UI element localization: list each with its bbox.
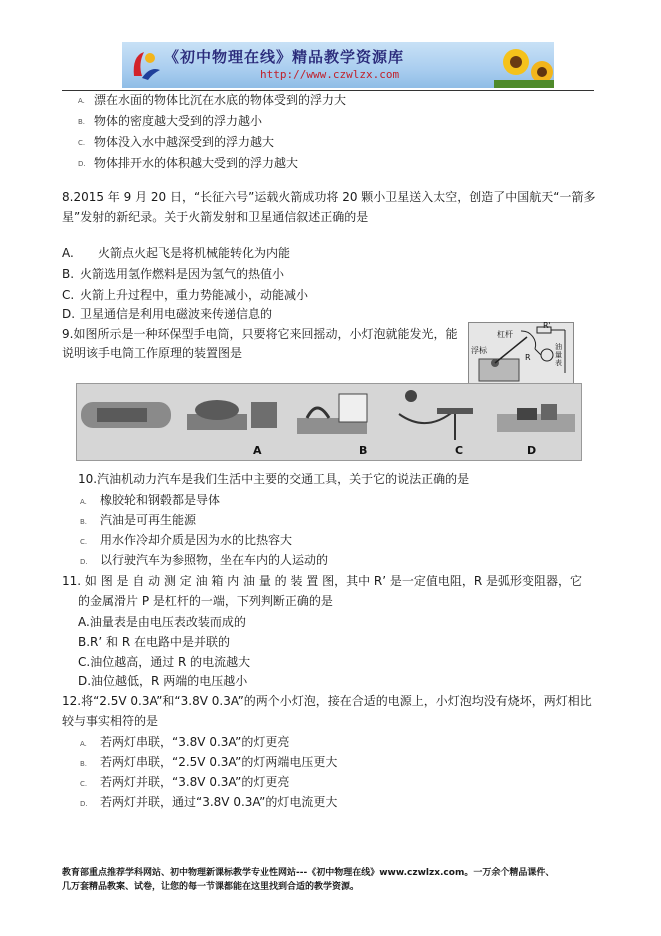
page-footer bbox=[62, 866, 602, 894]
q12-stem: 12.将“2.5V 0.3A”和“3.8V 0.3A”的两个小灯泡，接在合适的电源上，小灯泡均没有烧坏，两灯相比 bbox=[62, 694, 592, 708]
q10-stem: 10.汽油机动力汽车是我们生活中主要的交通工具，关于它的说法正确的是 bbox=[78, 472, 470, 486]
q10-option-letter: D. bbox=[80, 558, 88, 566]
q11-option: B.R’ 和 R 在电路中是并联的 bbox=[78, 635, 230, 649]
q7-option-letter: B. bbox=[78, 118, 86, 126]
q10-option-letter: C. bbox=[80, 538, 88, 546]
q11-option: A.油量表是由电压表改装而成的 bbox=[78, 615, 246, 629]
banner-url: http://www.czwlzx.com bbox=[260, 68, 400, 81]
site-logo-icon bbox=[128, 46, 162, 84]
q10-option-letter: B. bbox=[80, 518, 88, 526]
oil-gauge-circuit-figure bbox=[468, 322, 574, 386]
q11-option: C.油位越高，通过 R 的电流越大 bbox=[78, 655, 251, 669]
q9-figure-label-d: D bbox=[527, 444, 537, 457]
q9-figure-label-c: C bbox=[455, 444, 464, 457]
q10-option-text: 用水作冷却介质是因为水的比热容大 bbox=[100, 533, 293, 547]
inset-label-float: 浮标 bbox=[471, 346, 487, 355]
footer-line: 几万套精品教案、试卷，让您的每一节课都能在这里找到合适的教学资源。 bbox=[62, 882, 360, 892]
q8-stem: 星”发射的新纪录。关于火箭发射和卫星通信叙述正确的是 bbox=[62, 210, 369, 224]
q12-option-letter: D. bbox=[80, 800, 88, 808]
q8-option-text: 卫星通信是利用电磁波来传递信息的 bbox=[80, 307, 273, 321]
q12-option-text: 若两灯串联，“2.5V 0.3A”的灯两端电压更大 bbox=[100, 755, 338, 769]
q10-option-letter: A. bbox=[80, 498, 87, 506]
q9-apparatus-icon bbox=[77, 384, 581, 460]
q12-option-text: 若两灯并联，通过“3.8V 0.3A”的灯电流更大 bbox=[100, 795, 338, 809]
q10-option-text: 汽油是可再生能源 bbox=[100, 513, 197, 527]
footer-line: 教育部重点推荐学科网站、初中物理新课标教学专业性网站---《初中物理在线》www.czwlzx.com。一万余个精品课件、 bbox=[62, 868, 555, 878]
q11-stem: 的金属滑片 P 是杠杆的一端，下列判断正确的是 bbox=[78, 594, 333, 608]
inset-label-r: R bbox=[525, 353, 531, 362]
banner-title: 《初中物理在线》精品教学资源库 bbox=[164, 48, 405, 66]
q7-option-text: 物体排开水的体积越大受到的浮力越大 bbox=[94, 156, 299, 170]
q12-option-text: 若两灯串联，“3.8V 0.3A”的灯更亮 bbox=[100, 735, 290, 749]
q7-option-letter: D. bbox=[78, 160, 86, 168]
q12-option-letter: A. bbox=[80, 740, 87, 748]
header-banner bbox=[122, 42, 554, 88]
inset-label-lever: 杠杆 bbox=[497, 330, 513, 339]
q7-option-letter: A. bbox=[78, 97, 85, 105]
q8-option-letter: A. bbox=[62, 246, 74, 260]
header-rule bbox=[62, 90, 594, 91]
q7-option-text: 物体的密度越大受到的浮力越小 bbox=[94, 114, 263, 128]
q12-option-letter: B. bbox=[80, 760, 88, 768]
q11-option: D.油位越低，R 两端的电压越小 bbox=[78, 674, 248, 688]
q8-option-letter: B. bbox=[62, 267, 75, 281]
q12-stem: 较与事实相符的是 bbox=[62, 714, 159, 728]
q9-apparatus-figure bbox=[76, 383, 582, 461]
inset-label-rprime: R' bbox=[543, 321, 551, 330]
q8-option-letter: D. bbox=[62, 307, 76, 321]
q8-option-letter: C. bbox=[62, 288, 75, 302]
q10-option-text: 橡胶轮和钢毂都是导体 bbox=[100, 493, 221, 507]
q7-option-letter: C. bbox=[78, 139, 86, 147]
inset-label-gauge: 油量表 bbox=[555, 343, 562, 367]
q9-stem: 说明该手电筒工作原理的装置图是 bbox=[62, 346, 243, 360]
q8-option-text: 火箭点火起飞是将机械能转化为内能 bbox=[98, 246, 291, 260]
q9-figure-label-a: A bbox=[253, 444, 262, 457]
q9-stem: 9.如图所示是一种环保型手电筒，只要将它来回摇动，小灯泡就能发光，能 bbox=[62, 327, 458, 341]
q7-option-text: 物体没入水中越深受到的浮力越大 bbox=[94, 135, 275, 149]
q7-option-text: 漂在水面的物体比沉在水底的物体受到的浮力大 bbox=[94, 93, 347, 107]
q12-option-text: 若两灯并联，“3.8V 0.3A”的灯更亮 bbox=[100, 775, 290, 789]
sunflower-icon bbox=[494, 42, 554, 88]
q11-stem: 11. 如 图 是 自 动 测 定 油 箱 内 油 量 的 装 置 图，其中 R’ 是一定值电阻，R 是弧形变阻器，它 bbox=[62, 574, 583, 588]
q8-option-text: 火箭选用氢作燃料是因为氢气的热值小 bbox=[80, 267, 285, 281]
q8-stem: 8.2015 年 9 月 20 日，“长征六号”运载火箭成功将 20 颗小卫星送入太空，创造了中国航天“一箭多 bbox=[62, 190, 596, 204]
q8-option-text: 火箭上升过程中，重力势能减小，动能减小 bbox=[80, 288, 309, 302]
q9-figure-label-b: B bbox=[359, 444, 368, 457]
q10-option-text: 以行驶汽车为参照物，坐在车内的人运动的 bbox=[100, 553, 329, 567]
q12-option-letter: C. bbox=[80, 780, 88, 788]
